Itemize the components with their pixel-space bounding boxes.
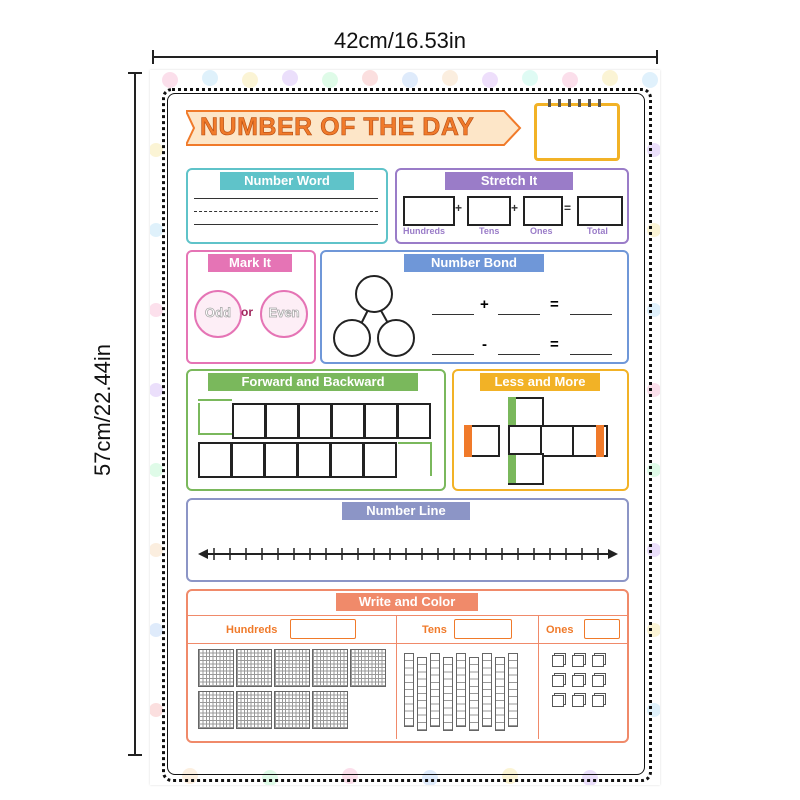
stretch-label-total: Total xyxy=(587,226,608,236)
forward-cell[interactable] xyxy=(265,403,299,439)
backward-cell[interactable] xyxy=(264,442,298,478)
backward-cell[interactable] xyxy=(198,442,232,478)
one-cube xyxy=(552,675,564,687)
forward-cell[interactable] xyxy=(298,403,332,439)
tens-input[interactable] xyxy=(454,619,512,639)
width-dimension-label: 42cm/16.53in xyxy=(333,28,467,53)
hundred-flat xyxy=(236,691,272,729)
bond-blank[interactable] xyxy=(432,314,474,315)
bond-blank[interactable] xyxy=(570,354,612,355)
forward-backward-box xyxy=(186,369,446,491)
title-banner xyxy=(186,109,522,147)
tens-label: Tens xyxy=(422,624,447,636)
plus-sign: + xyxy=(511,201,519,215)
backward-arrow-cell[interactable] xyxy=(398,442,432,476)
height-dimension-line xyxy=(134,72,136,756)
col-divider xyxy=(538,615,539,739)
ones-label: Ones xyxy=(546,624,574,636)
less-more-cell[interactable] xyxy=(540,425,576,457)
odd-label: Odd xyxy=(205,305,231,320)
hundred-flat xyxy=(274,649,310,687)
equals-sign: = xyxy=(550,296,559,313)
hundred-flat xyxy=(312,649,348,687)
height-dimension-tick-bottom xyxy=(128,754,142,756)
plus-sign: + xyxy=(455,201,463,215)
forward-backward-banner: Forward and Backward xyxy=(208,373,418,391)
one-cube xyxy=(572,655,584,667)
writing-line xyxy=(194,198,378,199)
number-line xyxy=(198,540,618,570)
hundred-flat xyxy=(236,649,272,687)
stretch-label-tens: Tens xyxy=(479,226,500,236)
writing-line xyxy=(194,224,378,225)
write-color-banner: Write and Color xyxy=(336,593,478,611)
one-cube xyxy=(552,655,564,667)
ten-rod xyxy=(456,653,466,727)
mark-it-box xyxy=(186,250,316,364)
write-color-box xyxy=(186,589,629,743)
ten-rod xyxy=(495,657,505,731)
one-cube xyxy=(592,675,604,687)
hundreds-blocks[interactable] xyxy=(198,649,392,733)
one-less-tab xyxy=(508,397,516,425)
hundred-flat xyxy=(198,649,234,687)
ones-input[interactable] xyxy=(584,619,620,639)
hundred-flat xyxy=(198,691,234,729)
stretch-it-box xyxy=(395,168,629,244)
number-line-banner: Number Line xyxy=(342,502,470,520)
one-more-tab xyxy=(508,455,516,483)
bond-blank[interactable] xyxy=(570,314,612,315)
one-cube xyxy=(572,675,584,687)
forward-cell[interactable] xyxy=(331,403,365,439)
hundreds-label: Hundreds xyxy=(226,624,278,636)
backward-cell[interactable] xyxy=(297,442,331,478)
plus-sign: + xyxy=(480,296,489,313)
bond-blank[interactable] xyxy=(432,354,474,355)
ten-less-tab xyxy=(464,425,472,457)
backward-cell[interactable] xyxy=(330,442,364,478)
backward-cell[interactable] xyxy=(363,442,397,478)
total-stretch-cell[interactable] xyxy=(577,196,623,226)
hundred-flat xyxy=(274,691,310,729)
ten-rod xyxy=(430,653,440,727)
hundred-flat xyxy=(350,649,386,687)
less-more-banner: Less and More xyxy=(480,373,600,391)
one-cube xyxy=(592,695,604,707)
height-dimension-label: 57cm/22.44in xyxy=(90,343,115,477)
less-more-box xyxy=(452,369,629,491)
number-bond-diagram[interactable] xyxy=(328,268,428,368)
ten-rod xyxy=(443,657,453,731)
height-dimension-tick-top xyxy=(128,72,142,74)
width-dimension-line xyxy=(152,56,658,58)
ten-rod xyxy=(469,657,479,731)
page-title: NUMBER OF THE DAY xyxy=(200,113,475,141)
forward-arrow-icon xyxy=(198,399,232,401)
calendar-icon xyxy=(534,99,620,159)
minus-sign: - xyxy=(482,336,487,353)
forward-cell[interactable] xyxy=(364,403,398,439)
forward-arrow-cell[interactable] xyxy=(198,403,232,435)
ones-stretch-cell[interactable] xyxy=(523,196,563,226)
hundreds-stretch-cell[interactable] xyxy=(403,196,455,226)
ten-more-tab xyxy=(596,425,604,457)
tens-stretch-cell[interactable] xyxy=(467,196,511,226)
stretch-label-ones: Ones xyxy=(530,226,553,236)
ten-rod xyxy=(508,653,518,727)
hundred-flat xyxy=(312,691,348,729)
one-cube xyxy=(592,655,604,667)
number-bond-banner: Number Bond xyxy=(404,254,544,272)
or-label: or xyxy=(241,305,253,319)
equals-sign: = xyxy=(550,336,559,353)
stretch-it-banner: Stretch It xyxy=(445,172,573,190)
number-word-banner: Number Word xyxy=(220,172,354,190)
backward-cell[interactable] xyxy=(231,442,265,478)
writing-line-dashed xyxy=(194,211,378,212)
hundreds-input[interactable] xyxy=(290,619,356,639)
equals-sign: = xyxy=(564,201,572,215)
tens-rods[interactable] xyxy=(404,653,534,733)
number-line-box xyxy=(186,498,629,582)
ten-rod xyxy=(404,653,414,727)
write-color-divider xyxy=(188,615,627,616)
header-divider xyxy=(188,643,627,644)
ones-cubes[interactable] xyxy=(552,655,622,715)
ten-rod xyxy=(482,653,492,727)
number-bond-box xyxy=(320,250,629,364)
bond-blank[interactable] xyxy=(498,354,540,355)
ten-rod xyxy=(417,657,427,731)
mark-it-banner: Mark It xyxy=(208,254,292,272)
bond-blank[interactable] xyxy=(498,314,540,315)
one-cube xyxy=(572,695,584,707)
number-word-box xyxy=(186,168,388,244)
even-label: Even xyxy=(268,305,300,320)
one-cube xyxy=(552,695,564,707)
forward-cell[interactable] xyxy=(232,403,266,439)
forward-cell[interactable] xyxy=(397,403,431,439)
stretch-label-hundreds: Hundreds xyxy=(403,226,446,236)
col-divider xyxy=(396,615,397,739)
